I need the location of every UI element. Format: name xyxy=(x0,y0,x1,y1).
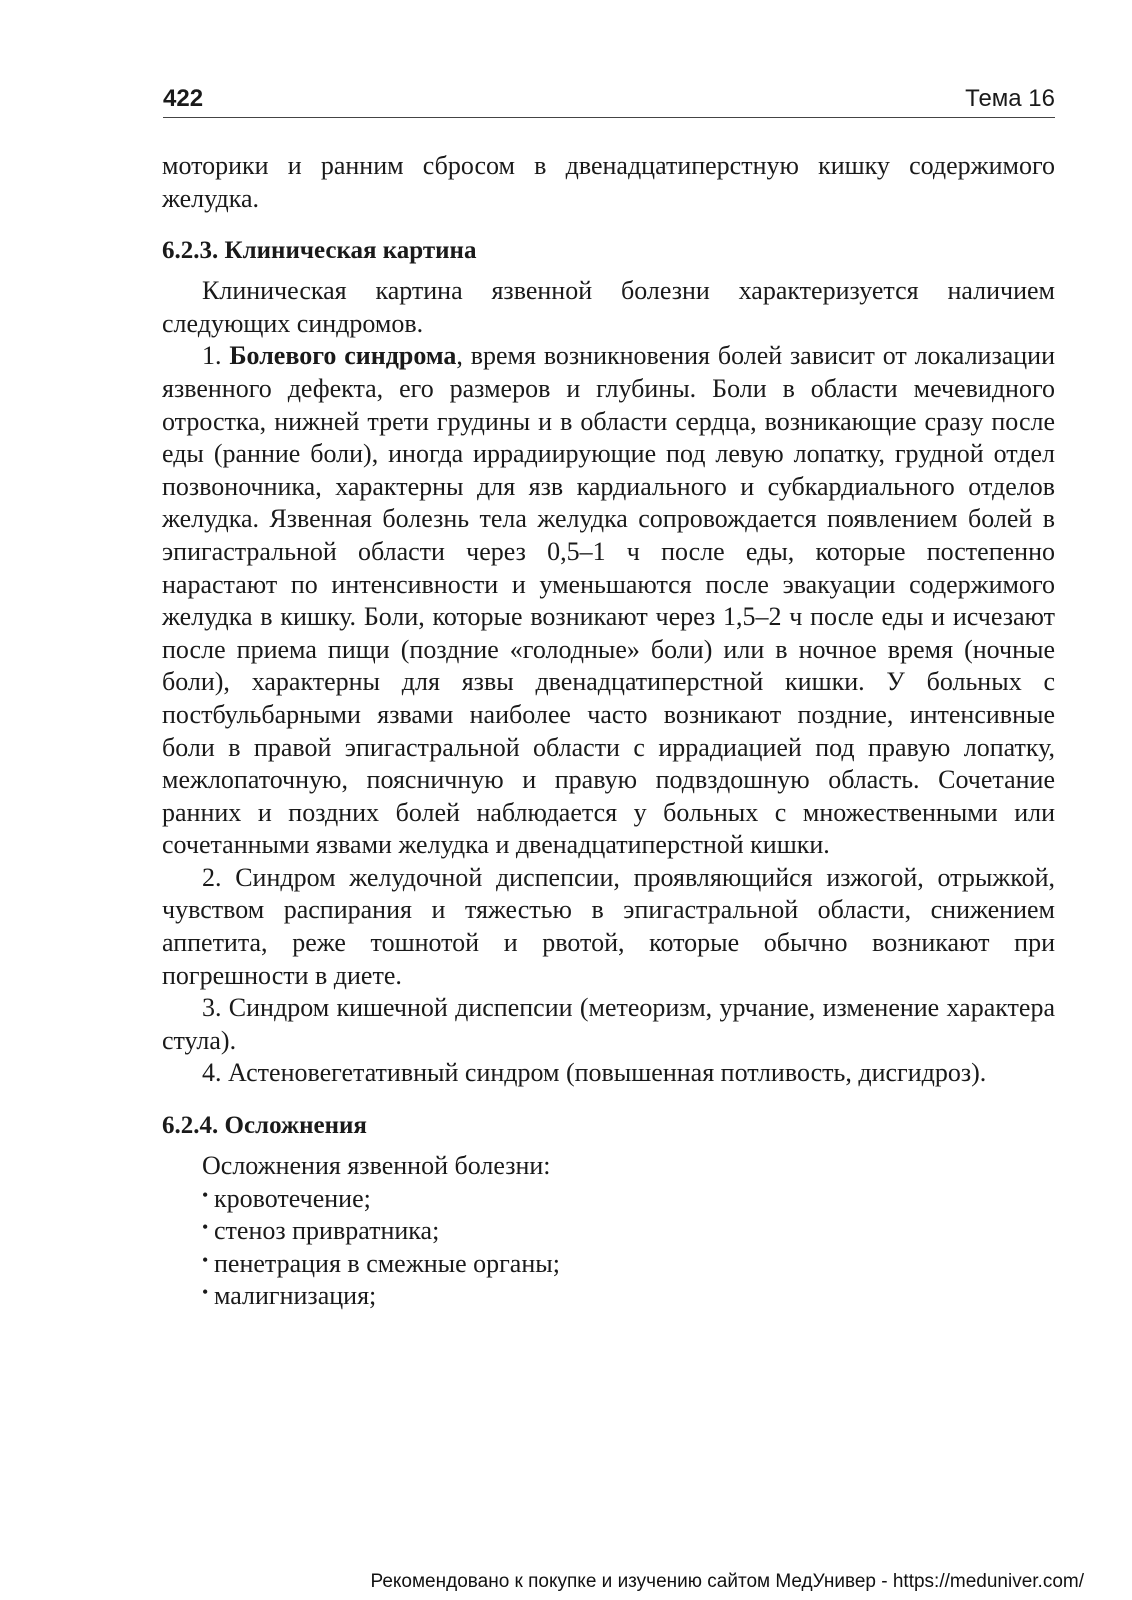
item-1-number: 1. xyxy=(202,341,230,371)
page-number: 422 xyxy=(163,85,204,112)
header-rule xyxy=(163,117,1055,118)
complications-list xyxy=(162,1183,1055,1313)
item-1-text: , время возникновения болей зависит от локализации язвенного дефекта, его размеров и глубины. Боли в области мечевидного отростка, нижней трети грудины и в области сердца, возникающие сразу после еды (ранние боли), иногда иррадиирующие под левую лопатку, грудной отдел позвоночника, характерны для язв кардиального и субкардиального отделов желудка. Язвенная болезнь тела желудка сопровождается появлением болей в эпигастральной области через 0,5–1 ч после еды, которые постепенно нарастают по интенсивности и уменьшаются после эвакуации содержимого желудка в кишку. Боли, которые возникают через 1,5–2 ч после еды и исчезают после приема пищи (поздние «голодные» боли) или в ночное время (ночные боли), характерны для язвы двенадцатиперстной кишки. У больных с постбульбарными язвами наиболее часто возникают поздние, интенсивные боли в правой эпигастральной области с иррадиацией под правую лопатку, межлопаточную, поясничную и правую подвздошную область. Сочетание ранних и поздних болей наблюдается у больных с множественными или сочетанными язвами желудка и двенадцатиперстной кишки. xyxy=(162,341,1056,860)
bullet-icon: • xyxy=(202,1217,209,1238)
running-title: Тема 16 xyxy=(965,85,1055,112)
item-1-bold-term: Болевого синдрома xyxy=(229,341,457,371)
list-item-text: пенетрация в смежные органы; xyxy=(214,1248,560,1278)
bullet-icon: • xyxy=(202,1249,209,1270)
syndrome-item-4: 4. Астеновегетативный синдром (повышенная потливость, дисгидроз). xyxy=(202,1058,987,1088)
section-heading-clinical-picture: 6.2.3. Клиническая картина xyxy=(162,237,477,265)
list-item xyxy=(162,1215,1055,1248)
page-body xyxy=(162,150,1055,1313)
page-header xyxy=(163,84,1055,118)
syndrome-item-3: 3. Синдром кишечной диспепсии (метеоризм, урчание, изменение характера стула). xyxy=(162,993,1055,1055)
continuation-paragraph: моторики и ранним сбросом в двенадцатиперстную кишку содержимого желудка. xyxy=(162,151,1055,213)
bullet-icon: • xyxy=(202,1282,209,1303)
syndrome-item-1 xyxy=(162,340,1055,862)
list-item xyxy=(162,1280,1055,1313)
syndrome-item-2: 2. Синдром желудочной диспепсии, проявляющийся изжогой, отрыжкой, чувством распирания и тяжестью в эпигастральной области, снижением аппетита, реже тошнотой и рвотой, которые обычно возникают при погрешности в диете. xyxy=(162,862,1055,990)
list-item-text: кровотечение; xyxy=(214,1183,371,1213)
bullet-icon: • xyxy=(202,1184,209,1205)
list-item-text: стеноз привратника; xyxy=(214,1216,440,1246)
complications-intro: Осложнения язвенной болезни: xyxy=(202,1151,551,1181)
section-heading-complications: 6.2.4. Осложнения xyxy=(162,1112,367,1140)
footer-watermark-text: Рекомендовано к покупке и изучению сайтом МедУнивер - https://meduniver.com/ xyxy=(370,1571,1084,1592)
clinical-intro-paragraph: Клиническая картина язвенной болезни характеризуется наличием следующих синдромов. xyxy=(162,276,1055,338)
list-item xyxy=(162,1248,1055,1281)
list-item-text: малигнизация; xyxy=(214,1281,377,1311)
list-item xyxy=(162,1183,1055,1216)
